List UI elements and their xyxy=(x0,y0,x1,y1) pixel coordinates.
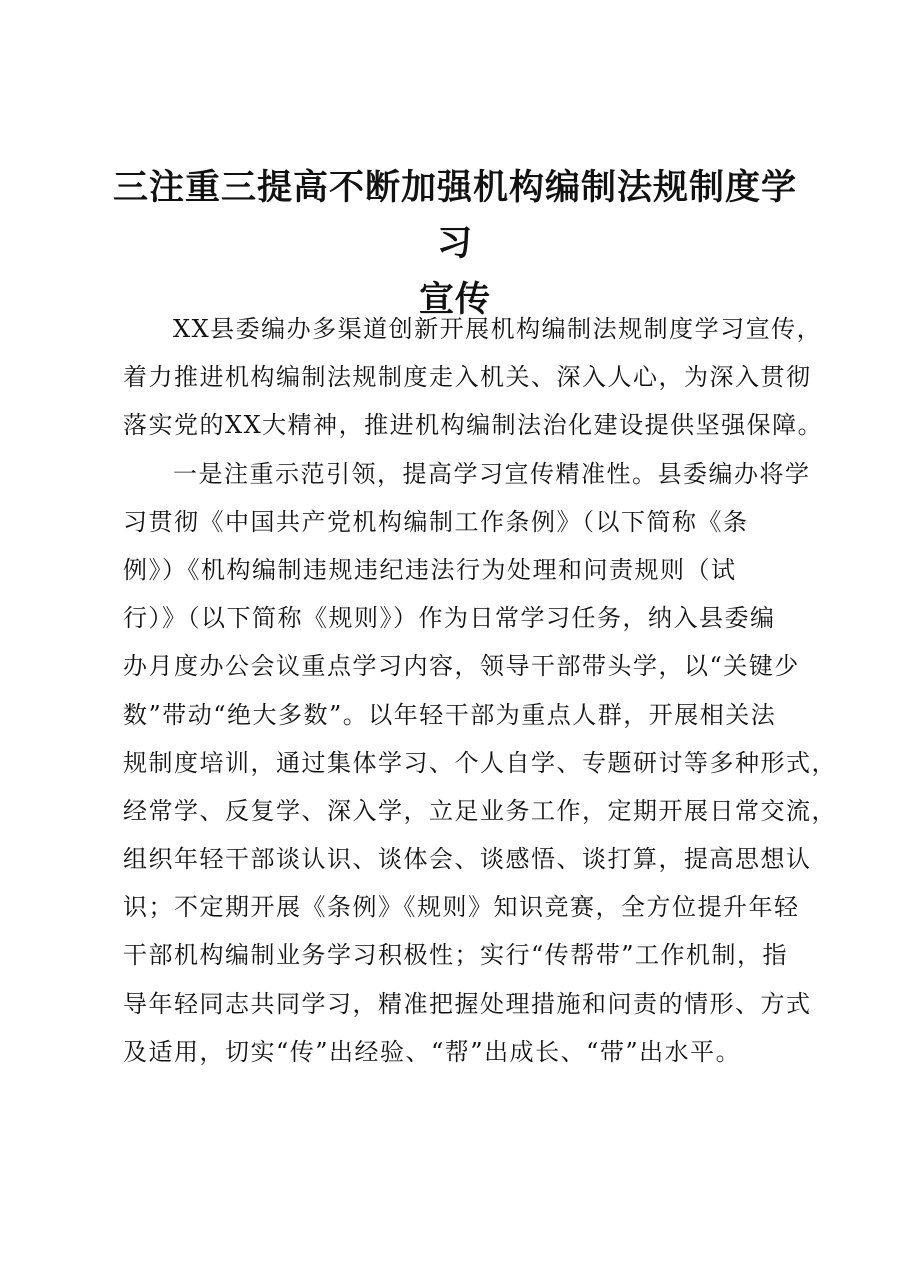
paragraph-line: 识；不定期开展《条例》《规则》知识竞赛，全方位提升年轻 xyxy=(123,893,800,922)
paragraph-section-one xyxy=(123,450,837,1076)
paragraph-line: 导年轻同志共同学习，精准把握处理措施和问责的情形、方式 xyxy=(123,989,812,1018)
paragraph-line: 落实党的XX大精神，推进机构编制法治化建设提供坚强保障。 xyxy=(123,411,824,440)
paragraph-intro xyxy=(123,305,824,450)
paragraph-line: 及适用，切实“传”出经验、“帮”出成长、“带”出水平。 xyxy=(123,1037,742,1066)
paragraph-line: 干部机构编制业务学习积极性；实行“传帮带”工作机制，指 xyxy=(123,941,789,970)
paragraph-line: 着力推进机构编制法规制度走入机关、深入人心，为深入贯彻 xyxy=(123,363,812,392)
paragraph-line: 数”带动“绝大多数”。以年轻干部为重点人群，开展相关法 xyxy=(123,700,777,729)
paragraph-line: 习贯彻《中国共产党机构编制工作条例》（以下简称《条 xyxy=(123,507,749,536)
paragraph-line: 组织年轻干部谈认识、谈体会、谈感悟、谈打算，提高思想认 xyxy=(123,845,812,874)
paragraph-line: 行）》（以下简称《规则》）作为日常学习任务，纳入县委编 xyxy=(123,604,776,633)
title-line: 宣传 xyxy=(418,280,491,320)
document-body xyxy=(123,305,837,1076)
title-line: 三注重三提高不断加强机构编制法规制度学习 xyxy=(112,168,797,264)
paragraph-line: 规制度培训，通过集体学习、个人自学、专题研讨等多种形式， xyxy=(123,748,837,777)
paragraph-line: 经常学、反复学、深入学，立足业务工作，定期开展日常交流， xyxy=(123,796,837,825)
paragraph-line: 一是注重示范引领，提高学习宣传精准性。县委编办将学 xyxy=(173,459,811,488)
paragraph-line: XX县委编办多渠道创新开展机构编制法规制度学习宣传， xyxy=(173,315,823,343)
document-title xyxy=(110,160,800,328)
paragraph-line: 例》）《机构编制违规违纪违法行为处理和问责规则（试 xyxy=(123,555,737,584)
paragraph-line: 办月度办公会议重点学习内容，领导干部带头学，以“关键少 xyxy=(123,652,800,681)
